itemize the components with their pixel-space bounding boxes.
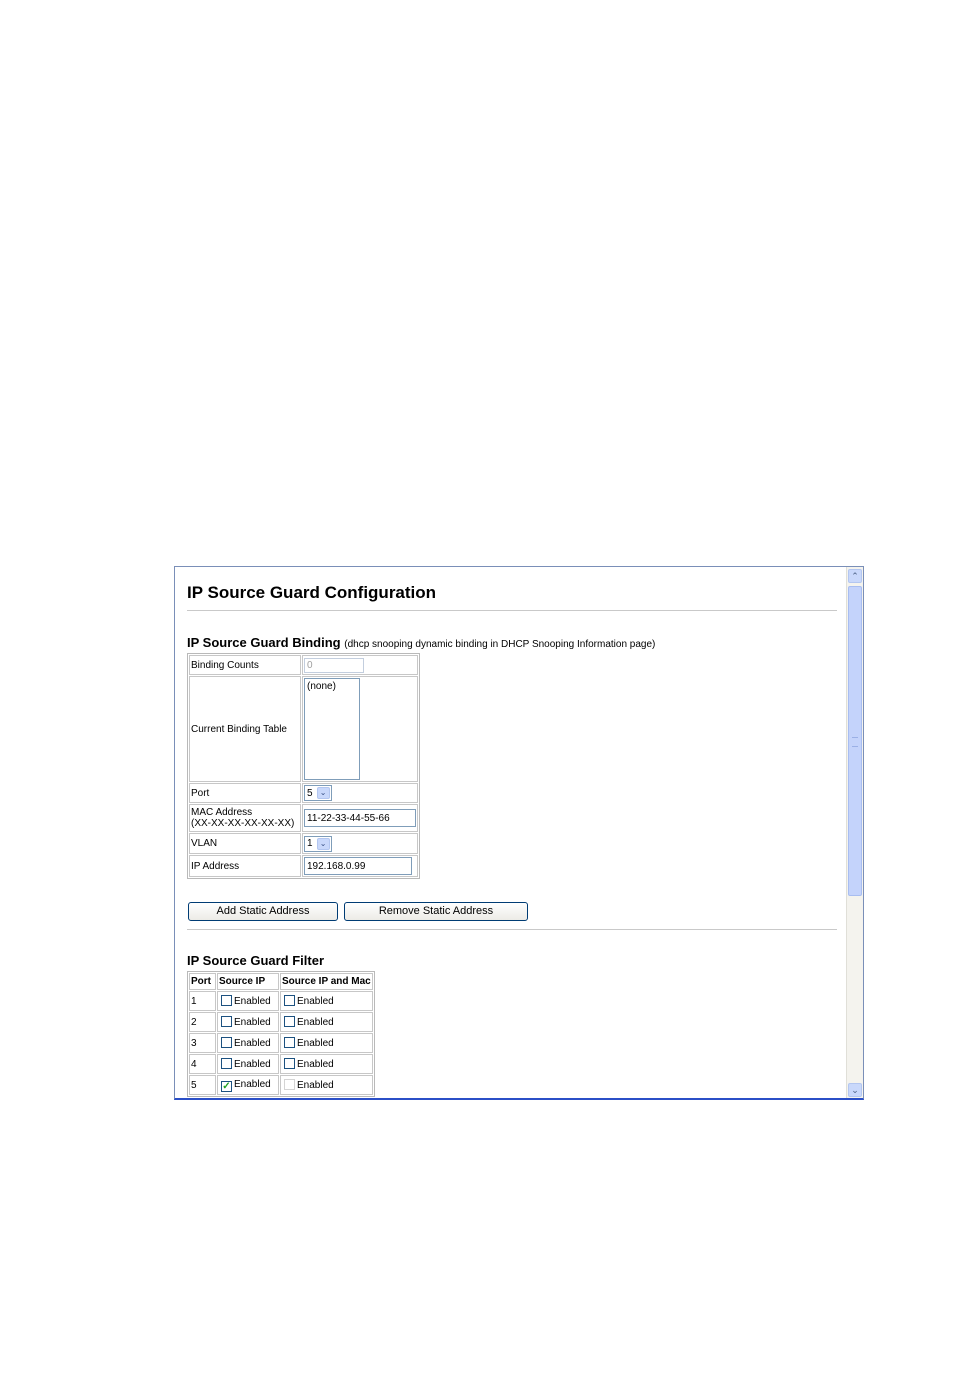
- ip-cell: [302, 855, 418, 877]
- binding-counts-label: Binding Counts: [189, 655, 301, 675]
- source-ip-mac-checkbox: [284, 1079, 295, 1090]
- page-content: [175, 567, 845, 1099]
- mac-cell: [302, 804, 418, 832]
- port-label: Port: [189, 783, 301, 803]
- table-row: [189, 1033, 373, 1053]
- mac-address-field[interactable]: [304, 809, 416, 827]
- binding-table-label: Current Binding Table: [189, 676, 301, 782]
- table-row: [189, 1054, 373, 1074]
- source-ip-checkbox[interactable]: [221, 1037, 232, 1048]
- source-ip-checkbox[interactable]: [221, 1081, 232, 1092]
- vlan-select[interactable]: [304, 836, 332, 852]
- checkbox-label: Enabled: [234, 1017, 271, 1028]
- checkbox-label: Enabled: [297, 1038, 334, 1049]
- chevron-down-icon[interactable]: ⌄: [317, 787, 330, 799]
- checkbox-label: Enabled: [234, 1038, 271, 1049]
- col-port: Port: [189, 973, 216, 990]
- col-source-ip-mac: Source IP and Mac: [280, 973, 373, 990]
- mac-label-cell: [189, 804, 301, 832]
- row-port: 5: [189, 1075, 216, 1095]
- source-ip-checkbox[interactable]: [221, 995, 232, 1006]
- listbox-item[interactable]: (none): [307, 681, 336, 692]
- scrollbar-thumb[interactable]: [848, 586, 862, 896]
- ip-label: IP Address: [189, 855, 301, 877]
- vlan-select-value: 1: [307, 838, 313, 849]
- source-ip-cell: [217, 1075, 279, 1095]
- binding-table-cell: [302, 676, 418, 782]
- filter-heading: IP Source Guard Filter: [187, 953, 325, 968]
- source-ip-checkbox[interactable]: [221, 1016, 232, 1027]
- binding-counts-cell: [302, 655, 418, 675]
- source-ip-cell: [217, 1012, 279, 1032]
- checkbox-label: Enabled: [297, 1059, 334, 1070]
- row-port: 2: [189, 1012, 216, 1032]
- row-port: 3: [189, 1033, 216, 1053]
- source-ip-mac-cell: [280, 991, 373, 1011]
- binding-counts-field: [304, 658, 364, 673]
- table-row: [189, 1075, 373, 1095]
- source-ip-cell: [217, 1054, 279, 1074]
- source-ip-cell: [217, 1033, 279, 1053]
- binding-table-listbox[interactable]: [304, 678, 360, 780]
- checkmark-icon: ✓: [222, 1080, 231, 1092]
- binding-form: [187, 653, 420, 879]
- port-select[interactable]: [304, 785, 332, 801]
- divider: [187, 610, 837, 611]
- source-ip-mac-cell: [280, 1075, 373, 1095]
- filter-table: [187, 971, 375, 1097]
- page-title: IP Source Guard Configuration: [187, 583, 437, 602]
- source-ip-mac-checkbox[interactable]: [284, 1037, 295, 1048]
- table-row: [189, 1012, 373, 1032]
- divider: [187, 929, 837, 930]
- browser-window: [174, 566, 864, 1100]
- source-ip-mac-cell: [280, 1012, 373, 1032]
- port-cell: [302, 783, 418, 803]
- source-ip-mac-checkbox[interactable]: [284, 1058, 295, 1069]
- checkbox-label: Enabled: [297, 1017, 334, 1028]
- checkbox-label: Enabled: [234, 1059, 271, 1070]
- add-static-address-button[interactable]: Add Static Address: [188, 902, 338, 921]
- checkbox-label: Enabled: [297, 1080, 334, 1091]
- source-ip-mac-cell: [280, 1054, 373, 1074]
- vertical-scrollbar[interactable]: [846, 567, 863, 1099]
- col-source-ip: Source IP: [217, 973, 279, 990]
- source-ip-cell: [217, 991, 279, 1011]
- source-ip-mac-checkbox[interactable]: [284, 995, 295, 1006]
- ip-address-field[interactable]: [304, 857, 412, 875]
- source-ip-mac-checkbox[interactable]: [284, 1016, 295, 1027]
- mac-format-hint: (XX-XX-XX-XX-XX-XX): [191, 818, 295, 829]
- checkbox-label: Enabled: [297, 996, 334, 1007]
- binding-heading: [187, 635, 655, 650]
- row-port: 4: [189, 1054, 216, 1074]
- port-select-value: 5: [307, 787, 313, 799]
- source-ip-checkbox[interactable]: [221, 1058, 232, 1069]
- binding-note: (dhcp snooping dynamic binding in DHCP Snooping Information page): [344, 639, 656, 650]
- scroll-up-arrow-icon[interactable]: ⌃: [848, 569, 862, 583]
- vlan-label: VLAN: [189, 833, 301, 854]
- table-row: [189, 991, 373, 1011]
- remove-static-address-button[interactable]: Remove Static Address: [344, 902, 528, 921]
- grip-icon: [852, 737, 858, 747]
- source-ip-mac-cell: [280, 1033, 373, 1053]
- binding-heading-text: IP Source Guard Binding: [187, 635, 341, 650]
- chevron-down-icon[interactable]: ⌄: [317, 838, 330, 850]
- checkbox-label: Enabled: [234, 1078, 271, 1090]
- vlan-cell: [302, 833, 418, 854]
- scroll-down-arrow-icon[interactable]: ⌄: [848, 1083, 862, 1097]
- row-port: 1: [189, 991, 216, 1011]
- mac-label: MAC Address: [191, 807, 253, 818]
- checkbox-label: Enabled: [234, 996, 271, 1007]
